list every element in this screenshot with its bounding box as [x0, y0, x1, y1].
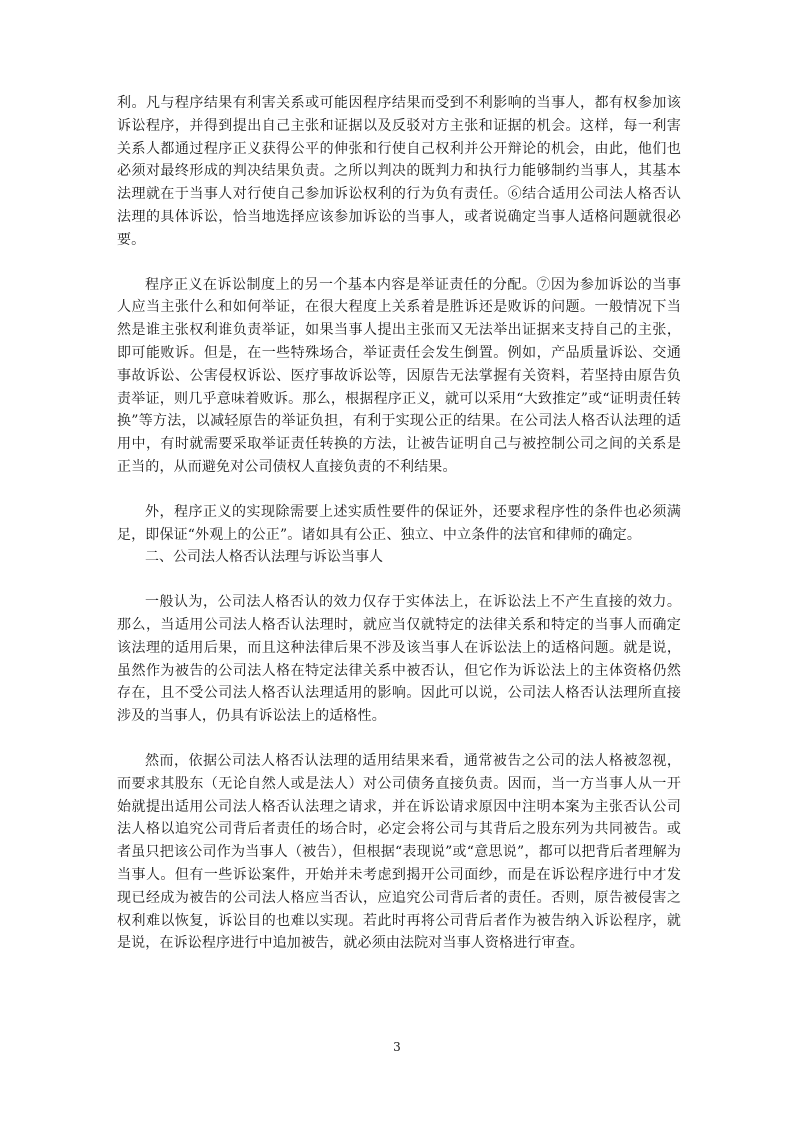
- document-body: [117, 92, 681, 955]
- paragraph-5: 然而，依据公司法人格否认法理的适用结果来看，通常被告之公司的法人格被忽视，而要求其股东（无论自然人或是法人）对公司债务直接负责。因而，当一方当事人从一开始就提出适用公司法人格否认法理之请求，并在诉讼请求原因中注明本案为主张否认公司法人格以追究公司背后者责任的场合时，必定会将公司与其背后之股东列为共同被告。或者虽只把该公司作为当事人（被告），但根据“表现说”或“意思说”，都可以把背后者理解为当事人。但有一些诉讼案件，开始并未考虑到揭开公司面纱，而是在诉讼程序进行中才发现已经成为被告的公司法人格应当否认，应追究公司背后者的责任。否则，原告被侵害之权利难以恢复，诉讼目的也难以实现。若此时再将公司背后者作为被告纳入诉讼程序，就是说，在诉讼程序进行中追加被告，就必须由法院对当事人资格进行审查。: [117, 752, 681, 952]
- section-heading: 二、公司法人格否认法理与诉讼当事人: [145, 549, 383, 566]
- paragraph-2: 程序正义在诉讼制度上的另一个基本内容是举证责任的分配。⑦因为参加诉讼的当事人应当主张什么和如何举证，在很大程度上关系着是胜诉还是败诉的问题。一般情况下当然是谁主张权利谁负责举证，如果当事人提出主张而又无法举出证据来支持自己的主张，即可能败诉。但是，在一些特殊场合，举证责任会发生倒置。例如，产品质量诉讼、交通事故诉讼、公害侵权诉讼、医疗事故诉讼等，因原告无法掌握有关资料，若坚持由原告负责举证，则几乎意味着败诉。那么，根据程序正义，就可以采用“大致推定”或“证明责任转换”等方法，以减轻原告的举证负担，有利于实现公正的结果。在公司法人格否认法理的适用中，有时就需要采取举证责任转换的方法，让被告证明自己与被控制公司之间的关系是正当的，从而避免对公司债权人直接负责的不利结果。: [117, 276, 681, 475]
- paragraph-3: 外，程序正义的实现除需要上述实质性要件的保证外，还要求程序性的条件也必须满足，即保证“外观上的公正”。诸如具有公正、独立、中立条件的法官和律师的确定。: [117, 503, 681, 543]
- page-number: 3: [393, 1040, 401, 1054]
- paragraph-1: 利。凡与程序结果有利害关系或可能因程序结果而受到不利影响的当事人，都有权参加该诉讼程序，并得到提出自己主张和证据以及反驳对方主张和证据的机会。这样，每一利害关系人都通过程序正义获得公平的伸张和行使自己权利并公开辩论的机会，由此，他们也必须对最终形成的判决结果负责。之所以判决的既判力和执行力能够制约当事人，其基本法理就在于当事人对行使自己参加诉讼权利的行为负有责任。⑥结合适用公司法人格否认法理的具体诉讼，恰当地选择应该参加诉讼的当事人，或者说确定当事人适格问题就很必要。: [117, 95, 681, 248]
- paragraph-4: 一般认为，公司法人格否认的效力仅存于实体法上，在诉讼法上不产生直接的效力。那么，当适用公司法人格否认法理时，就应当仅就特定的法律关系和特定的当事人而确定该法理的适用后果，而且这种法律后果不涉及该当事人在诉讼法上的适格问题。就是说，虽然作为被告的公司法人格在特定法律关系中被否认，但它作为诉讼法上的主体资格仍然存在，且不受公司法人格否认法理适用的影响。因此可以说，公司法人格否认法理所直接涉及的当事人，仍具有诉讼法上的适格性。: [117, 594, 681, 725]
